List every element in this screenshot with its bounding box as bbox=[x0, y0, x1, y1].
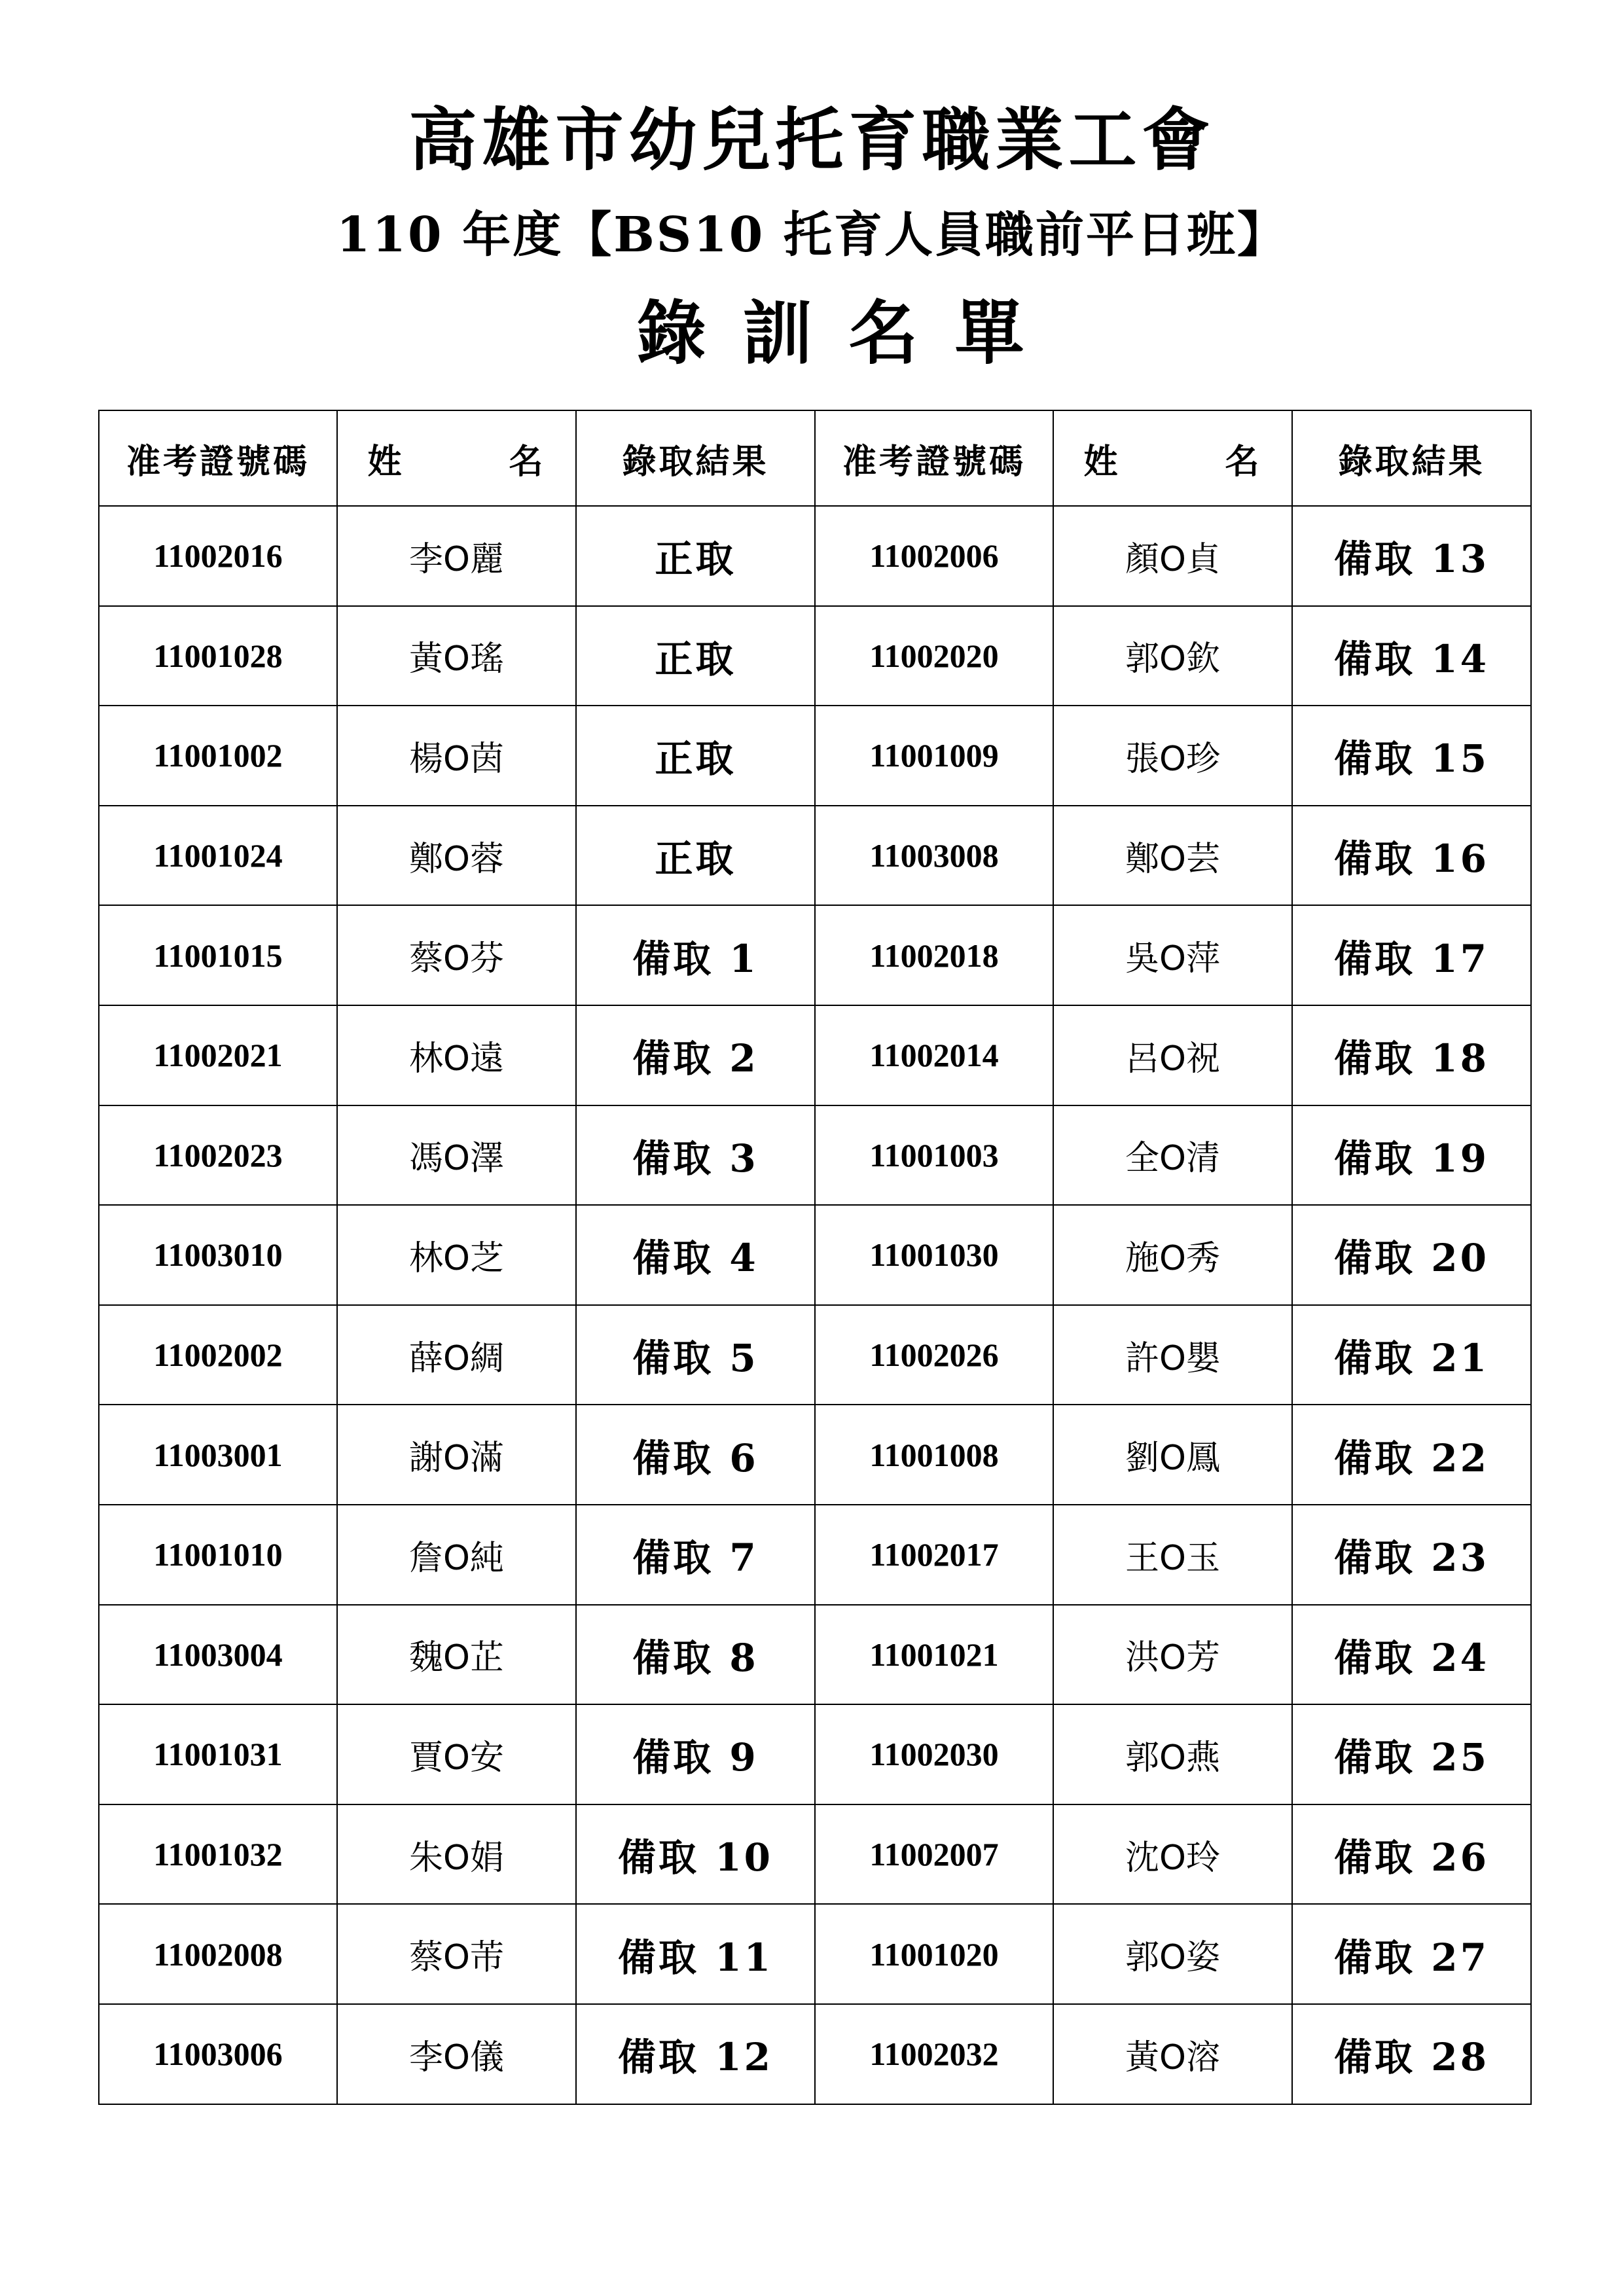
table-row bbox=[99, 2004, 1531, 2104]
table-row bbox=[99, 806, 1531, 906]
result-cell: 備取 28 bbox=[1292, 2004, 1531, 2104]
result-cell: 備取 15 bbox=[1292, 706, 1531, 806]
result-cell: 備取 6 bbox=[576, 1405, 815, 1505]
name-cell: 顏O貞 bbox=[1053, 506, 1292, 606]
exam-number-cell: 11003004 bbox=[99, 1605, 337, 1705]
name-cell: 謝O滿 bbox=[337, 1405, 576, 1505]
column-header-name-char: 名 bbox=[509, 441, 546, 482]
result-cell: 正取 bbox=[576, 506, 815, 606]
name-cell: 劉O鳳 bbox=[1053, 1405, 1292, 1505]
name-cell: 朱O娟 bbox=[337, 1804, 576, 1905]
column-header-name-char: 姓 bbox=[367, 441, 405, 482]
exam-number-cell: 11001010 bbox=[99, 1505, 337, 1605]
exam-number-cell: 11001021 bbox=[815, 1605, 1053, 1705]
name-cell: 鄭O芸 bbox=[1053, 806, 1292, 906]
result-cell: 備取 26 bbox=[1292, 1804, 1531, 1905]
result-cell: 備取 10 bbox=[576, 1804, 815, 1905]
name-cell: 蔡O芬 bbox=[337, 905, 576, 1005]
name-cell: 薛O綢 bbox=[337, 1305, 576, 1405]
table-row bbox=[99, 1505, 1531, 1605]
exam-number-cell: 11002007 bbox=[815, 1804, 1053, 1905]
exam-number-cell: 11002026 bbox=[815, 1305, 1053, 1405]
result-cell: 正取 bbox=[576, 606, 815, 706]
exam-number-cell: 11001003 bbox=[815, 1105, 1053, 1206]
name-cell: 黃O瑤 bbox=[337, 606, 576, 706]
name-cell: 許O嬰 bbox=[1053, 1305, 1292, 1405]
exam-number-cell: 11001028 bbox=[99, 606, 337, 706]
name-cell: 鄭O蓉 bbox=[337, 806, 576, 906]
exam-number-cell: 11003001 bbox=[99, 1405, 337, 1505]
result-cell: 備取 8 bbox=[576, 1605, 815, 1705]
name-cell: 張O珍 bbox=[1053, 706, 1292, 806]
exam-number-cell: 11001024 bbox=[99, 806, 337, 906]
result-cell: 備取 25 bbox=[1292, 1704, 1531, 1804]
admission-table bbox=[98, 410, 1532, 2105]
result-cell: 備取 5 bbox=[576, 1305, 815, 1405]
exam-number-cell: 11002017 bbox=[815, 1505, 1053, 1605]
result-cell: 備取 22 bbox=[1292, 1405, 1531, 1505]
exam-number-cell: 11002002 bbox=[99, 1305, 337, 1405]
name-cell: 詹O純 bbox=[337, 1505, 576, 1605]
name-cell: 李O麗 bbox=[337, 506, 576, 606]
table-row bbox=[99, 905, 1531, 1005]
exam-number-cell: 11003006 bbox=[99, 2004, 337, 2104]
result-cell: 備取 2 bbox=[576, 1005, 815, 1105]
result-cell: 備取 9 bbox=[576, 1704, 815, 1804]
exam-number-cell: 11001008 bbox=[815, 1405, 1053, 1505]
exam-number-cell: 11002020 bbox=[815, 606, 1053, 706]
name-cell: 馮O澤 bbox=[337, 1105, 576, 1206]
name-cell: 沈O玲 bbox=[1053, 1804, 1292, 1905]
name-cell: 郭O欽 bbox=[1053, 606, 1292, 706]
name-cell: 郭O姿 bbox=[1053, 1904, 1292, 2004]
exam-number-cell: 11002021 bbox=[99, 1005, 337, 1105]
column-header-name bbox=[1053, 410, 1292, 506]
name-cell: 呂O祝 bbox=[1053, 1005, 1292, 1105]
result-cell: 正取 bbox=[576, 706, 815, 806]
exam-number-cell: 11001020 bbox=[815, 1904, 1053, 2004]
table-header-row bbox=[99, 410, 1531, 506]
table-row bbox=[99, 1305, 1531, 1405]
table-row bbox=[99, 506, 1531, 606]
result-cell: 備取 16 bbox=[1292, 806, 1531, 906]
result-cell: 備取 3 bbox=[576, 1105, 815, 1206]
result-cell: 備取 11 bbox=[576, 1904, 815, 2004]
table-row bbox=[99, 1804, 1531, 1905]
name-cell: 楊O茵 bbox=[337, 706, 576, 806]
exam-number-cell: 11002016 bbox=[99, 506, 337, 606]
name-cell: 蔡O芾 bbox=[337, 1904, 576, 2004]
result-cell: 備取 24 bbox=[1292, 1605, 1531, 1705]
table-row bbox=[99, 1605, 1531, 1705]
exam-number-cell: 11002023 bbox=[99, 1105, 337, 1206]
exam-number-cell: 11002030 bbox=[815, 1704, 1053, 1804]
name-cell: 魏O芷 bbox=[337, 1605, 576, 1705]
exam-number-cell: 11001031 bbox=[99, 1704, 337, 1804]
result-cell: 備取 27 bbox=[1292, 1904, 1531, 2004]
name-cell: 林O芝 bbox=[337, 1205, 576, 1305]
name-cell: 李O儀 bbox=[337, 2004, 576, 2104]
name-cell: 施O秀 bbox=[1053, 1205, 1292, 1305]
name-cell: 吳O萍 bbox=[1053, 905, 1292, 1005]
exam-number-cell: 11003010 bbox=[99, 1205, 337, 1305]
exam-number-cell: 11002008 bbox=[99, 1904, 337, 2004]
list-title: 錄訓名單 bbox=[636, 292, 1061, 374]
result-cell: 備取 1 bbox=[576, 905, 815, 1005]
exam-number-cell: 11002018 bbox=[815, 905, 1053, 1005]
table-row bbox=[99, 706, 1531, 806]
name-cell: 黃O溶 bbox=[1053, 2004, 1292, 2104]
exam-number-cell: 11001015 bbox=[99, 905, 337, 1005]
column-header-result: 錄取結果 bbox=[1292, 410, 1531, 506]
column-header-name-char: 名 bbox=[1225, 441, 1262, 482]
column-header-exam-number: 准考證號碼 bbox=[815, 410, 1053, 506]
result-cell: 備取 20 bbox=[1292, 1205, 1531, 1305]
result-cell: 備取 17 bbox=[1292, 905, 1531, 1005]
exam-number-cell: 11001009 bbox=[815, 706, 1053, 806]
result-cell: 備取 13 bbox=[1292, 506, 1531, 606]
exam-number-cell: 11001002 bbox=[99, 706, 337, 806]
column-header-name bbox=[337, 410, 576, 506]
name-cell: 全O清 bbox=[1053, 1105, 1292, 1206]
exam-number-cell: 11001030 bbox=[815, 1205, 1053, 1305]
result-cell: 備取 4 bbox=[576, 1205, 815, 1305]
name-cell: 郭O燕 bbox=[1053, 1704, 1292, 1804]
name-cell: 賈O安 bbox=[337, 1704, 576, 1804]
table-row bbox=[99, 606, 1531, 706]
table-row bbox=[99, 1205, 1531, 1305]
result-cell: 備取 7 bbox=[576, 1505, 815, 1605]
result-cell: 備取 19 bbox=[1292, 1105, 1531, 1206]
name-cell: 洪O芳 bbox=[1053, 1605, 1292, 1705]
column-header-name-char: 姓 bbox=[1083, 441, 1121, 482]
column-header-result: 錄取結果 bbox=[576, 410, 815, 506]
result-cell: 備取 14 bbox=[1292, 606, 1531, 706]
organization-title: 高雄市幼兒托育職業工會 bbox=[408, 99, 1216, 180]
result-cell: 備取 18 bbox=[1292, 1005, 1531, 1105]
column-header-exam-number: 准考證號碼 bbox=[99, 410, 337, 506]
exam-number-cell: 11003008 bbox=[815, 806, 1053, 906]
table-row bbox=[99, 1904, 1531, 2004]
result-cell: 備取 21 bbox=[1292, 1305, 1531, 1405]
result-cell: 正取 bbox=[576, 806, 815, 906]
table-row bbox=[99, 1005, 1531, 1105]
name-cell: 王O玉 bbox=[1053, 1505, 1292, 1605]
exam-number-cell: 11001032 bbox=[99, 1804, 337, 1905]
table-row bbox=[99, 1704, 1531, 1804]
result-cell: 備取 23 bbox=[1292, 1505, 1531, 1605]
exam-number-cell: 11002006 bbox=[815, 506, 1053, 606]
exam-number-cell: 11002014 bbox=[815, 1005, 1053, 1105]
course-title: 110 年度【BS10 托育人員職前平日班】 bbox=[336, 207, 1288, 263]
table-row bbox=[99, 1405, 1531, 1505]
result-cell: 備取 12 bbox=[576, 2004, 815, 2104]
table-row bbox=[99, 1105, 1531, 1206]
exam-number-cell: 11002032 bbox=[815, 2004, 1053, 2104]
name-cell: 林O遠 bbox=[337, 1005, 576, 1105]
table-body bbox=[99, 506, 1531, 2104]
